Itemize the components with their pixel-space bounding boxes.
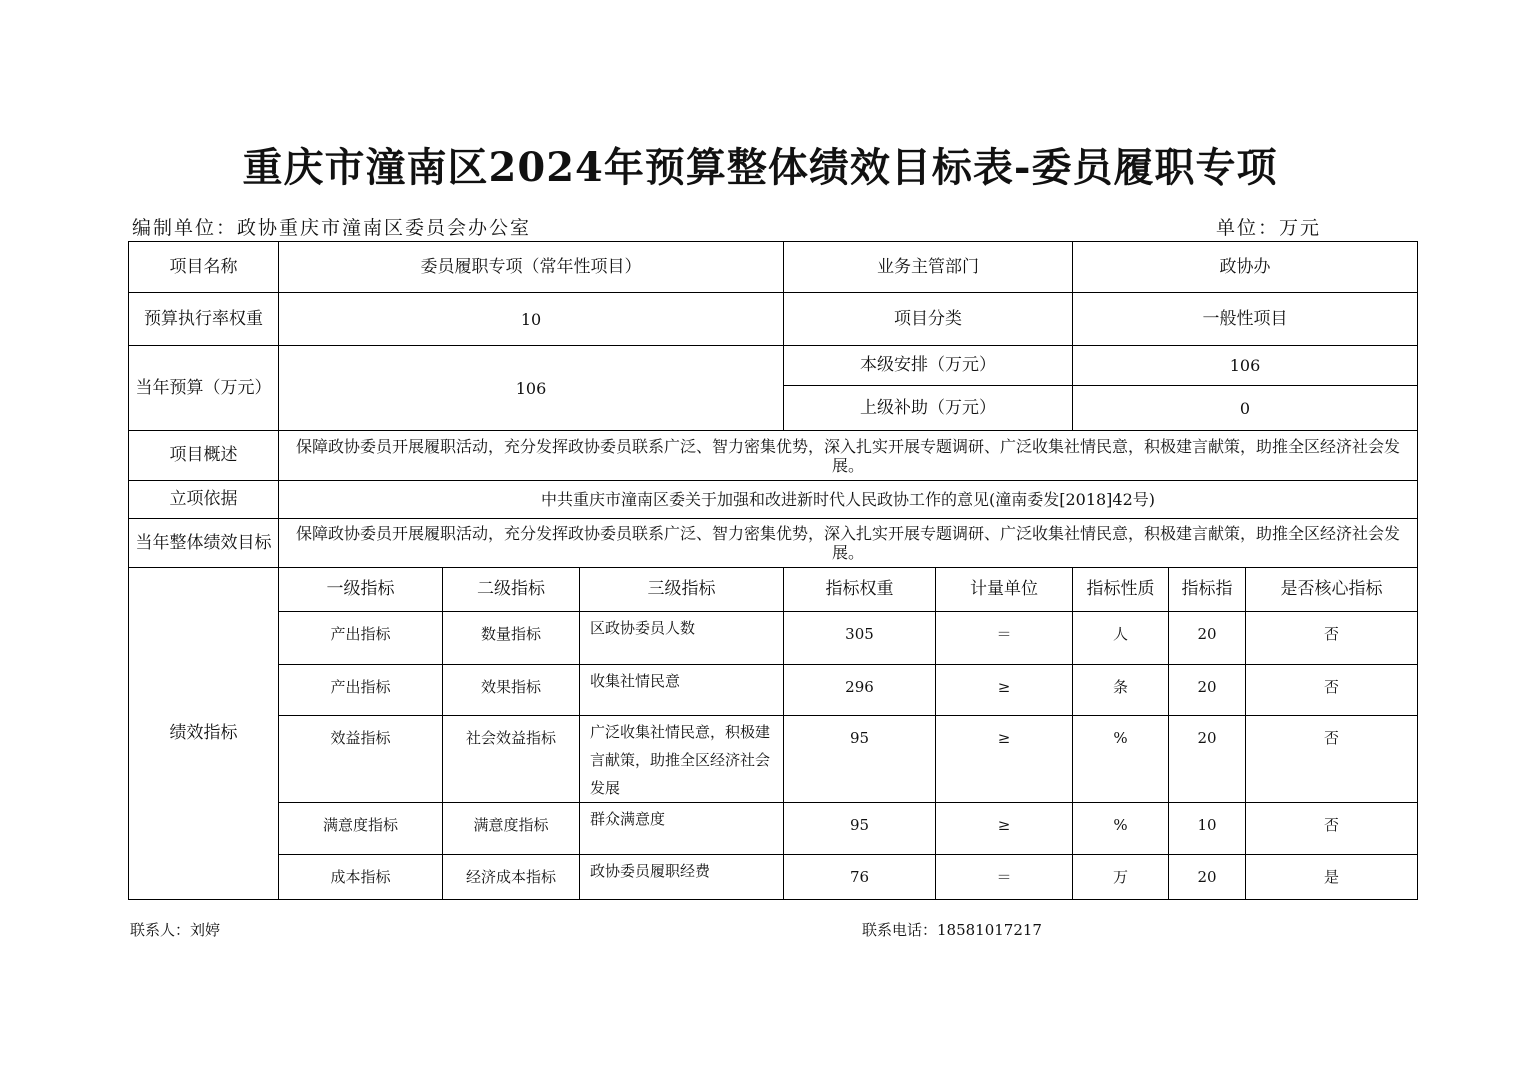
goal-label: 当年整体绩效目标	[129, 519, 279, 568]
overview-value: 保障政协委员开展履职活动，充分发挥政协委员联系广泛、智力密集优势，深入扎实开展专题调研、广泛收集社情民意，积极建言献策，助推全区经济社会发展。	[279, 431, 1418, 481]
indicator-l1: 成本指标	[279, 855, 443, 900]
header-level1: 一级指标	[279, 568, 443, 612]
indicator-l3: 广泛收集社情民意，积极建言献策，助推全区经济社会发展	[580, 716, 784, 803]
indicator-l1: 产出指标	[279, 612, 443, 665]
project-name-label: 项目名称	[129, 242, 279, 293]
header-value: 指标指	[1169, 568, 1246, 612]
indicator-l2: 效果指标	[443, 665, 580, 716]
indicator-value: 10	[1169, 803, 1246, 855]
basis-label: 立项依据	[129, 481, 279, 519]
row-goal	[129, 519, 1418, 568]
indicator-weight: 305	[784, 612, 936, 665]
indicator-l2: 数量指标	[443, 612, 580, 665]
table-row	[129, 803, 1418, 855]
page-title: 重庆市潼南区2024年预算整体绩效目标表-委员履职专项	[242, 144, 1278, 191]
indicator-l1: 满意度指标	[279, 803, 443, 855]
overview-label: 项目概述	[129, 431, 279, 481]
indicator-core: 否	[1246, 665, 1418, 716]
indicator-l1: 产出指标	[279, 665, 443, 716]
upper-value: 0	[1073, 386, 1418, 431]
category-label: 项目分类	[784, 293, 1073, 346]
header-unit: 计量单位	[936, 568, 1073, 612]
table-row	[129, 855, 1418, 900]
table-row	[129, 612, 1418, 665]
indicator-weight: 296	[784, 665, 936, 716]
row-project-name	[129, 242, 1418, 293]
indicator-l3: 区政协委员人数	[580, 612, 784, 665]
budget-label: 当年预算（万元）	[129, 346, 279, 431]
indicator-unit: ＝	[936, 612, 1073, 665]
local-label: 本级安排（万元）	[784, 346, 1073, 386]
contact-phone: 联系电话：18581017217	[862, 921, 1042, 939]
indicator-l3: 收集社情民意	[580, 665, 784, 716]
indicator-nature: %	[1073, 803, 1169, 855]
weight-label: 预算执行率权重	[129, 293, 279, 346]
compiling-unit: 编制单位：政协重庆市潼南区委员会办公室	[132, 217, 532, 239]
indicator-core: 否	[1246, 716, 1418, 803]
indicator-value: 20	[1169, 716, 1246, 803]
indicator-l1: 效益指标	[279, 716, 443, 803]
local-value: 106	[1073, 346, 1418, 386]
dept-value: 政协办	[1073, 242, 1418, 293]
indicator-weight: 95	[784, 716, 936, 803]
goal-value: 保障政协委员开展履职活动，充分发挥政协委员联系广泛、智力密集优势，深入扎实开展专题调研、广泛收集社情民意，积极建言献策，助推全区经济社会发展。	[279, 519, 1418, 568]
weight-value: 10	[279, 293, 784, 346]
indicator-unit: ＝	[936, 855, 1073, 900]
row-basis	[129, 481, 1418, 519]
row-budget-local	[129, 346, 1418, 386]
indicator-value: 20	[1169, 665, 1246, 716]
table-row	[129, 716, 1418, 803]
indicator-core: 是	[1246, 855, 1418, 900]
header-nature: 指标性质	[1073, 568, 1169, 612]
indicator-l2: 经济成本指标	[443, 855, 580, 900]
indicator-value: 20	[1169, 612, 1246, 665]
row-overview	[129, 431, 1418, 481]
indicator-weight: 76	[784, 855, 936, 900]
header-core: 是否核心指标	[1246, 568, 1418, 612]
contact-person: 联系人：刘婷	[130, 921, 221, 939]
row-weight	[129, 293, 1418, 346]
indicator-value: 20	[1169, 855, 1246, 900]
header-level3: 三级指标	[580, 568, 784, 612]
currency-unit: 单位：万元	[1216, 217, 1322, 239]
project-name-value: 委员履职专项（常年性项目）	[279, 242, 784, 293]
indicator-unit: ≥	[936, 665, 1073, 716]
header-level2: 二级指标	[443, 568, 580, 612]
upper-label: 上级补助（万元）	[784, 386, 1073, 431]
indicator-l3: 政协委员履职经费	[580, 855, 784, 900]
indicators-label: 绩效指标	[129, 568, 279, 900]
dept-label: 业务主管部门	[784, 242, 1073, 293]
indicator-nature: 条	[1073, 665, 1169, 716]
basis-value: 中共重庆市潼南区委关于加强和改进新时代人民政协工作的意见(潼南委发[2018]42号)	[279, 481, 1418, 519]
indicator-l2: 满意度指标	[443, 803, 580, 855]
category-value: 一般性项目	[1073, 293, 1418, 346]
indicator-nature: %	[1073, 716, 1169, 803]
indicator-core: 否	[1246, 612, 1418, 665]
performance-target-table	[128, 241, 1418, 900]
indicator-nature: 人	[1073, 612, 1169, 665]
indicator-unit: ≥	[936, 803, 1073, 855]
indicator-header-row	[129, 568, 1418, 612]
indicator-nature: 万	[1073, 855, 1169, 900]
table-row	[129, 665, 1418, 716]
indicator-unit: ≥	[936, 716, 1073, 803]
indicator-l2: 社会效益指标	[443, 716, 580, 803]
indicator-l3: 群众满意度	[580, 803, 784, 855]
header-weight: 指标权重	[784, 568, 936, 612]
indicator-core: 否	[1246, 803, 1418, 855]
budget-value: 106	[279, 346, 784, 431]
indicator-weight: 95	[784, 803, 936, 855]
